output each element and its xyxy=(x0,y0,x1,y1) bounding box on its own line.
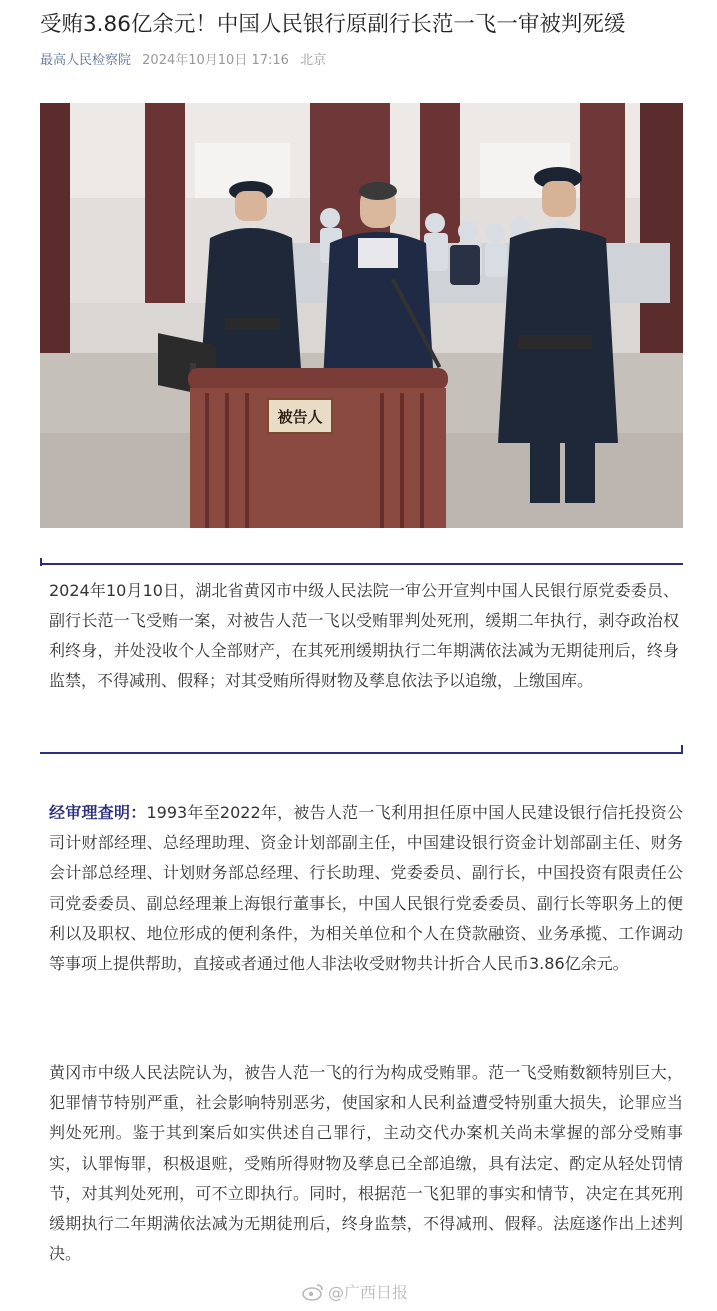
body-paragraph-verdict: 黄冈市中级人民法院认为，被告人范一飞的行为构成受贿罪。范一飞受贿数额特别巨大，犯罪情节特别严重，社会影响特别恶劣，使国家和人民利益遭受特别重大损失，论罪应当判处死刑。鉴于其到案后如实供述自己罪行，主动交代办案机关尚未掌握的部分受贿事实，认罪悔罪，积极退赃，受贿所得财物及孳息已全部追缴，具有法定、酌定从轻处罚情节，对其判处死刑，可不立即执行。同时，根据范一飞犯罪的事实和情节，决定在其死刑缓期执行二年期满依法减为无期徒刑后，终身监禁，不得减刑、假释。法庭遂作出上述判决。 xyxy=(49,1063,683,1264)
summary-bottom-tick xyxy=(681,745,683,754)
facts-lead: 经审理查明： xyxy=(49,803,147,822)
publish-location: 北京 xyxy=(300,53,327,68)
summary-top-rule xyxy=(40,563,683,565)
source-link[interactable]: 最高人民检察院 xyxy=(40,53,132,68)
courtroom-photo xyxy=(40,103,683,528)
facts-text: 1993年至2022年，被告人范一飞利用担任原中国人民建设银行信托投资公司计财部经理、总经理助理、资金计划部副主任，中国建设银行资金计划部副主任、财务会计部总经理、计划财务部总经理、行长助理、党委委员、副行长，中国投资有限责任公司党委委员、副总经理兼上海银行董事长，中国人民银行党委委员、副行长等职务上的便利以及职权、地位形成的便利条件，为相关单位和个人在贷款融资、业务承揽、工作调动等事项上提供帮助，直接或者通过他人非法收受财物共计折合人民币3.86亿余元。 xyxy=(49,803,683,974)
publish-datetime: 2024年10月10日 17:16 xyxy=(142,53,289,68)
summary-box: 2024年10月10日，湖北省黄冈市中级人民法院一审公开宣判中国人民银行原党委委员、副行长范一飞受贿一案，对被告人范一飞以受贿罪判处死刑，缓期二年执行，剥夺政治权利终身，并处没收个人全部财产，在其死刑缓期执行二年期满依法减为无期徒刑后，终身监禁，不得减刑、假释；对其受贿所得财物及孳息依法予以追缴，上缴国库。 xyxy=(49,581,679,690)
body-paragraph-facts xyxy=(49,798,683,979)
watermark-text: @广西日报 xyxy=(328,1283,409,1302)
article-title: 受贿3.86亿余元！中国人民银行原副行长范一飞一审被判死缓 xyxy=(40,12,626,37)
watermark xyxy=(302,1280,408,1303)
weibo-logo-icon xyxy=(302,1283,324,1301)
summary-bottom-rule xyxy=(40,752,683,754)
article-meta xyxy=(40,51,326,71)
defendant-placard: 被告人 xyxy=(277,408,323,426)
